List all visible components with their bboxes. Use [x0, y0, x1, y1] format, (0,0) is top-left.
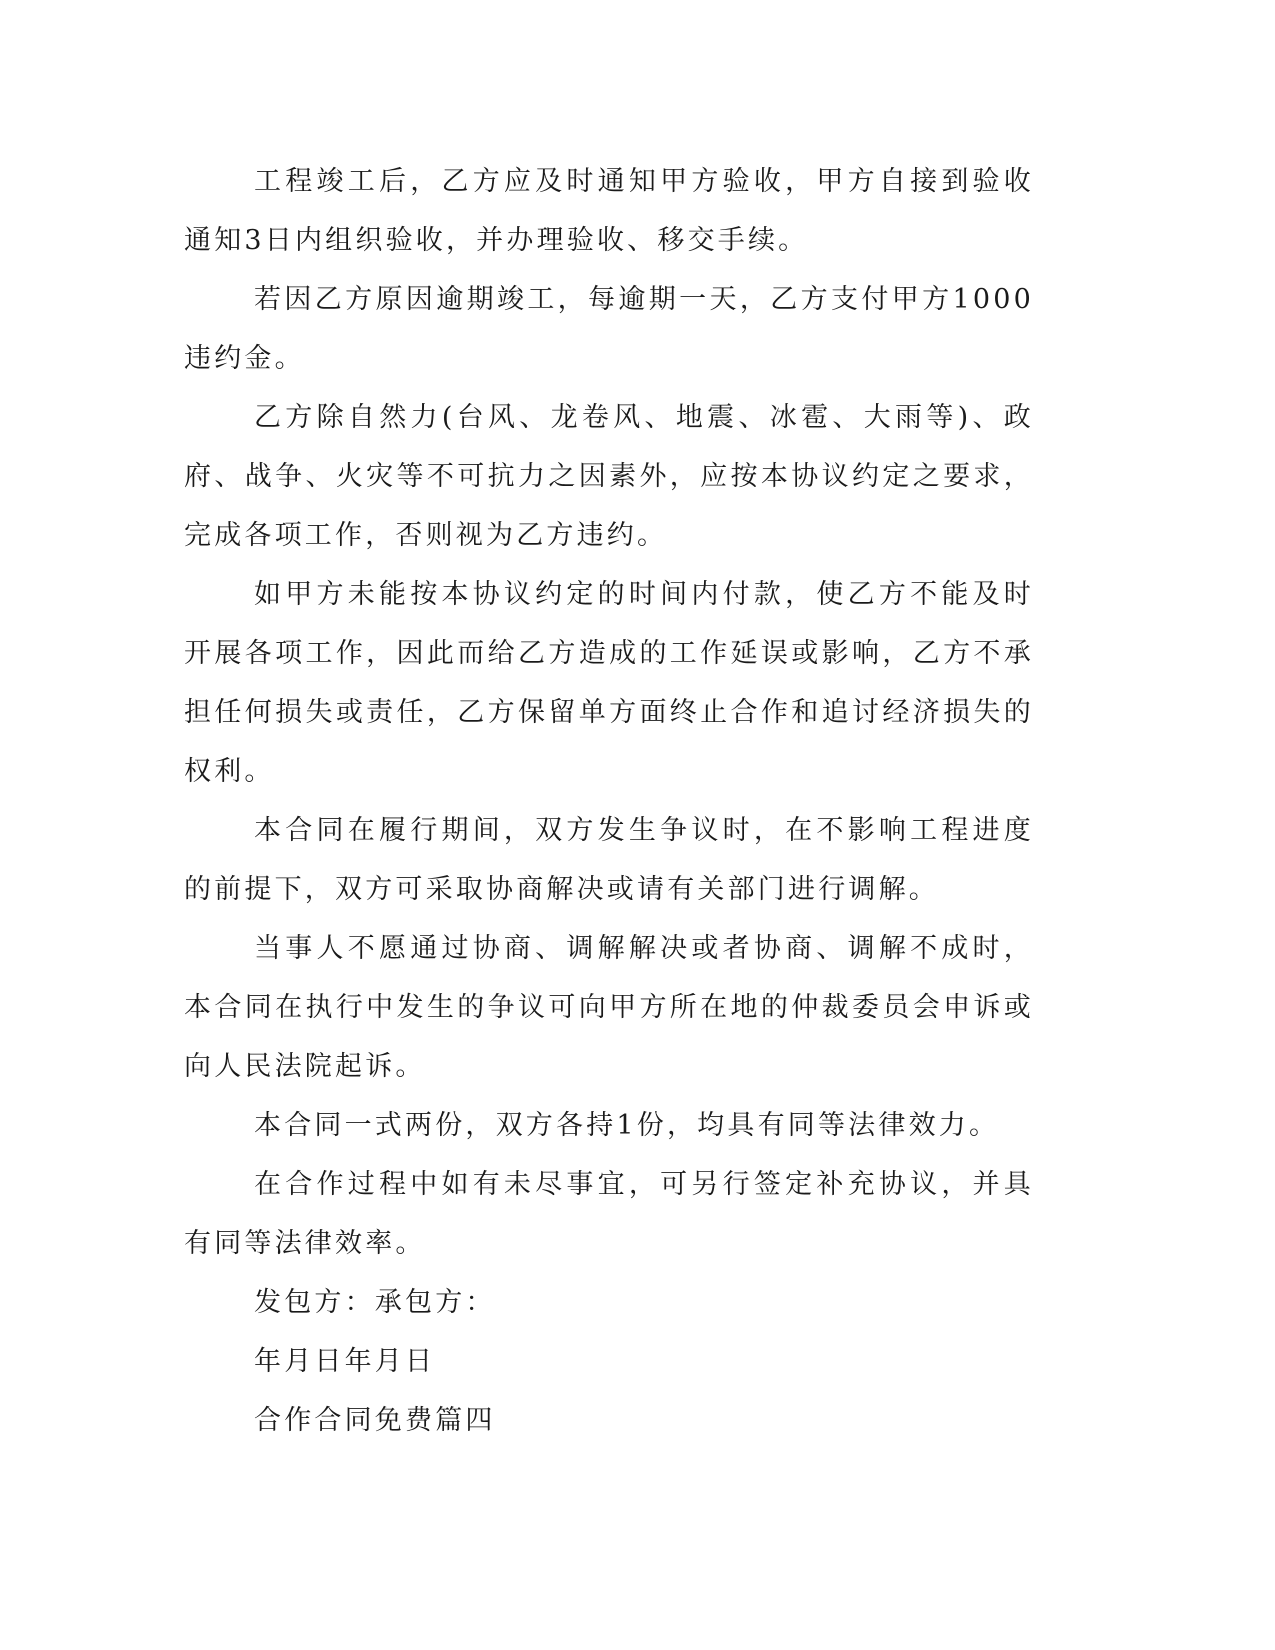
section-heading: 合作合同免费篇四 — [254, 1405, 496, 1436]
document-body — [184, 152, 1034, 1450]
paragraph-dispute-negotiation: 本合同在履行期间，双方发生争议时，在不影响工程进度的前提下，双方可采取协商解决或请有关部门进行调解。 — [184, 815, 1034, 905]
signature-parties: 发包方：承包方： — [254, 1287, 496, 1318]
paragraph-acceptance: 工程竣工后，乙方应及时通知甲方验收，甲方自接到验收通知3日内组织验收，并办理验收、移交手续。 — [184, 166, 1034, 256]
paragraph-force-majeure: 乙方除自然力(台风、龙卷风、地震、冰雹、大雨等)、政府、战争、火灾等不可抗力之因素外，应按本协议约定之要求，完成各项工作，否则视为乙方违约。 — [184, 402, 1034, 551]
paragraph-delay-penalty: 若因乙方原因逾期竣工，每逾期一天，乙方支付甲方1000违约金。 — [184, 284, 1034, 374]
signature-dates: 年月日年月日 — [254, 1346, 436, 1377]
paragraph-copies: 本合同一式两份，双方各持1份，均具有同等法律效力。 — [254, 1110, 1000, 1141]
paragraph-arbitration: 当事人不愿通过协商、调解解决或者协商、调解不成时，本合同在执行中发生的争议可向甲方所在地的仲裁委员会申诉或向人民法院起诉。 — [184, 933, 1034, 1082]
paragraph-payment-delay: 如甲方未能按本协议约定的时间内付款，使乙方不能及时开展各项工作，因此而给乙方造成的工作延误或影响，乙方不承担任何损失或责任，乙方保留单方面终止合作和追讨经济损失的权利。 — [184, 579, 1034, 787]
paragraph-supplementary: 在合作过程中如有未尽事宜，可另行签定补充协议，并具有同等法律效率。 — [184, 1169, 1034, 1259]
